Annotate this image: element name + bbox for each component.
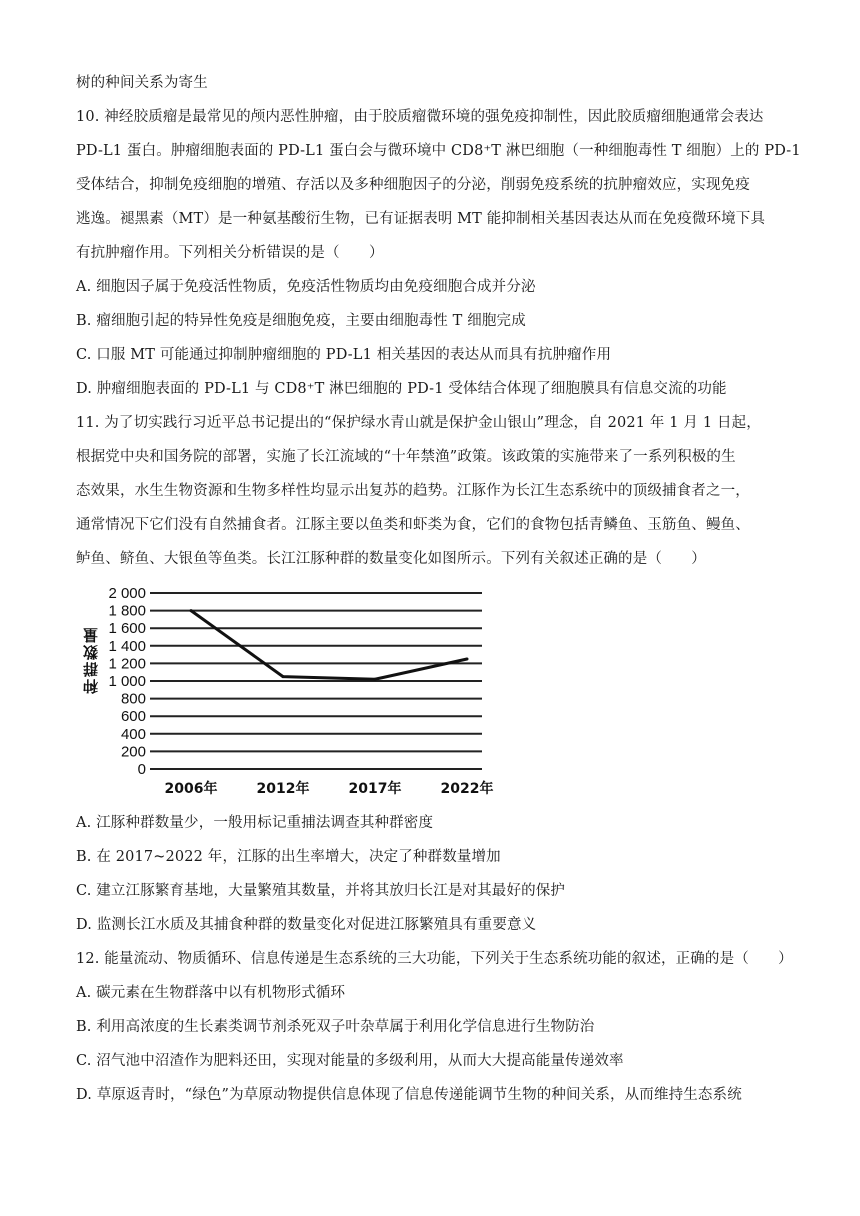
- text-line: B. 在 2017~2022 年，江豚的出生率增大，决定了种群数量增加: [76, 849, 501, 865]
- data-point: [190, 609, 193, 612]
- text-line: B. 利用高浓度的生长素类调节剂杀死双子叶杂草属于利用化学信息进行生物防治: [76, 1019, 595, 1035]
- text-line: 态效果，水生生物资源和生物多样性均显示出复苏的趋势。江豚作为长江生态系统中的顶级捕食者之一，: [76, 483, 750, 499]
- y-tick-label: 200: [120, 743, 146, 761]
- y-axis-title: 种群数量: [82, 626, 100, 694]
- chart-svg: [76, 580, 496, 806]
- text-line: C. 沼气池中沼渣作为肥料还田，实现对能量的多级利用，从而大大提高能量传递效率: [76, 1053, 624, 1069]
- data-point: [466, 658, 469, 661]
- document-page: [76, 66, 801, 1112]
- text-line: 通常情况下它们没有自然捕食者。江豚主要以鱼类和虾类为食，它们的食物包括青鳞鱼、玉筋鱼、鳗鱼、: [76, 517, 750, 533]
- text-line: 12. 能量流动、物质循环、信息传递是生态系统的三大功能，下列关于生态系统功能的叙述，正确的是（ ）: [76, 951, 793, 967]
- text-line: B. 瘤细胞引起的特异性免疫是细胞免疫，主要由细胞毒性 T 细胞完成: [76, 313, 526, 329]
- question-text-bottom: [76, 806, 793, 1112]
- y-tick-label: 1 400: [108, 637, 146, 655]
- text-line: 11. 为了切实践行习近平总书记提出的“保护绿水青山就是保护金山银山”理念，自 2021 年 1 月 1 日起，: [76, 415, 761, 431]
- text-line: 鲈鱼、鲚鱼、大银鱼等鱼类。长江江豚种群的数量变化如图所示。下列有关叙述正确的是（ ）: [76, 551, 706, 567]
- text-line: 逃逸。褪黑素（MT）是一种氨基酸衍生物，已有证据表明 MT 能抑制相关基因表达从而在免疫微环境下具: [76, 211, 766, 227]
- x-tick-label: 2022年: [440, 781, 494, 797]
- text-line: D. 草原返青时，“绿色”为草原动物提供信息体现了信息传递能调节生物的种间关系，从而维持生态系统: [76, 1087, 742, 1103]
- y-tick-label: 800: [120, 690, 146, 708]
- y-tick-label: 0: [137, 761, 146, 778]
- text-line: C. 口服 MT 可能通过抑制肿瘤细胞的 PD-L1 相关基因的表达从而具有抗肿瘤作用: [76, 347, 612, 363]
- text-line: 有抗肿瘤作用。下列相关分析错误的是（ ）: [76, 245, 384, 261]
- y-tick-label: 400: [120, 725, 146, 743]
- question-text-top: [76, 66, 801, 576]
- data-point: [282, 675, 285, 678]
- y-tick-label: 600: [120, 708, 146, 726]
- y-tick-label: 1 800: [108, 602, 146, 620]
- population-chart: [76, 580, 496, 806]
- text-line: PD-L1 蛋白。肿瘤细胞表面的 PD-L1 蛋白会与微环境中 CD8⁺T 淋巴细胞（一种细胞毒性 T 细胞）上的 PD-1: [76, 143, 801, 159]
- y-tick-label: 1 000: [108, 673, 146, 690]
- text-line: 树的种间关系为寄生: [76, 75, 208, 91]
- data-point: [374, 678, 377, 681]
- text-line: C. 建立江豚繁育基地，大量繁殖其数量，并将其放归长江是对其最好的保护: [76, 883, 566, 899]
- x-tick-label: 2006年: [164, 781, 218, 797]
- text-line: A. 细胞因子属于免疫活性物质，免疫活性物质均由免疫细胞合成并分泌: [76, 279, 536, 295]
- y-tick-label: 1 600: [108, 620, 146, 638]
- x-tick-label: 2017年: [348, 781, 402, 797]
- text-line: D. 监测长江水质及其捕食种群的数量变化对促进江豚繁殖具有重要意义: [76, 917, 537, 933]
- text-line: A. 碳元素在生物群落中以有机物形式循环: [76, 985, 346, 1001]
- text-line: 根据党中央和国务院的部署，实施了长江流域的“十年禁渔”政策。该政策的实施带来了一系列积极的生: [76, 449, 736, 465]
- y-tick-label: 2 000: [108, 585, 146, 602]
- x-tick-label: 2012年: [256, 781, 310, 797]
- text-line: 受体结合，抑制免疫细胞的增殖、存活以及多种细胞因子的分泌，削弱免疫系统的抗肿瘤效应，实现免疫: [76, 177, 750, 193]
- y-tick-label: 1 200: [108, 655, 146, 673]
- text-line: D. 肿瘤细胞表面的 PD-L1 与 CD8⁺T 淋巴细胞的 PD-1 受体结合体现了细胞膜具有信息交流的功能: [76, 381, 727, 397]
- text-line: 10. 神经胶质瘤是最常见的颅内恶性肿瘤，由于胶质瘤微环境的强免疫抑制性，因此胶质瘤细胞通常会表达: [76, 109, 764, 125]
- text-line: A. 江豚种群数量少，一般用标记重捕法调查其种群密度: [76, 815, 434, 831]
